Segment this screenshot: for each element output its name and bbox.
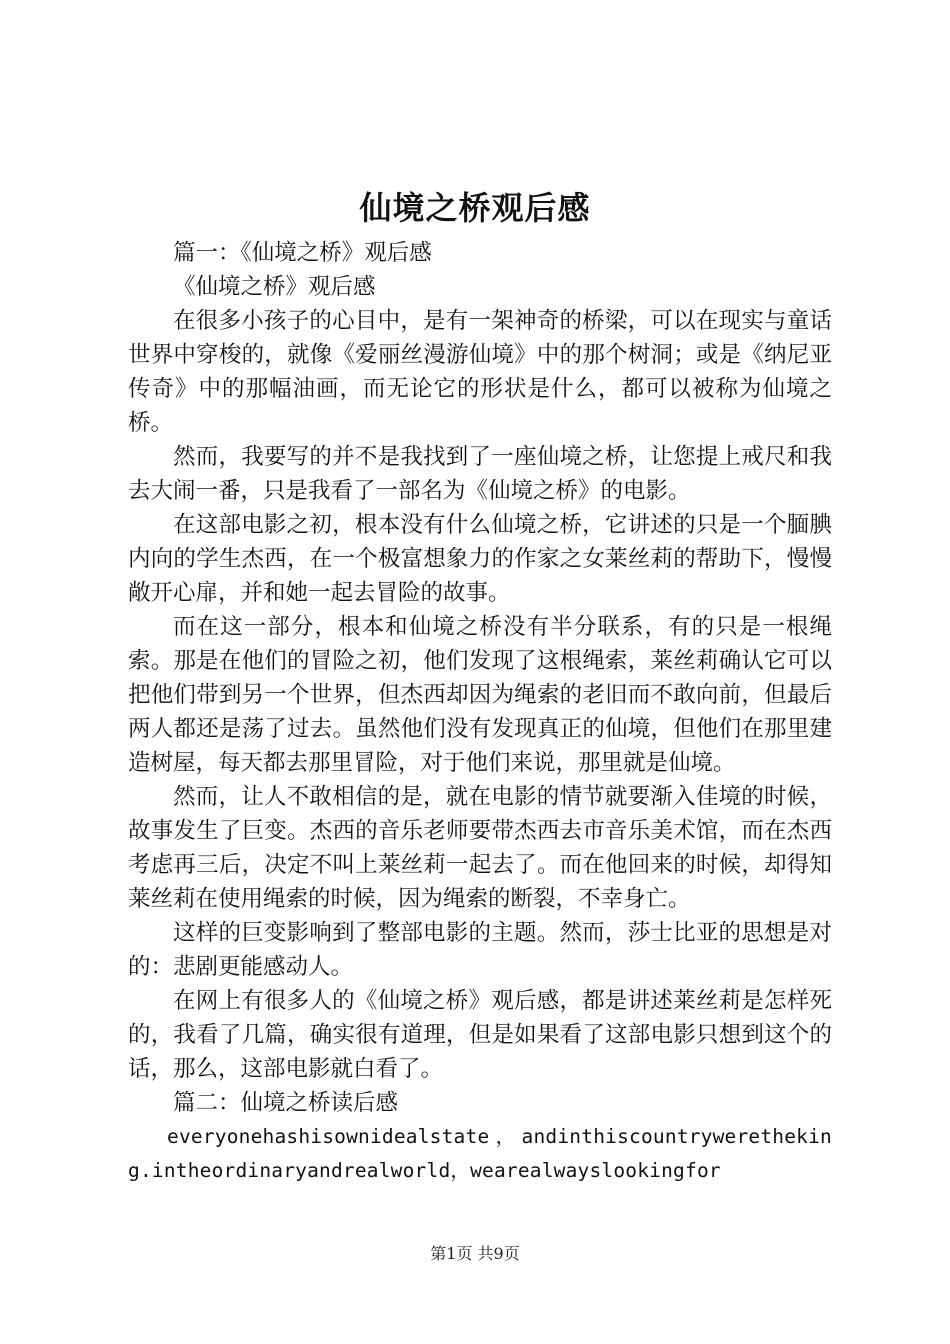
section-heading-2: 篇二：仙境之桥读后感 (173, 1090, 399, 1116)
body-paragraph: 在这部电影之初，根本没有什么仙境之桥，它讲述的只是一个腼腆内向的学生杰西，在一个极富想象力的作家之女莱丝莉的帮助下，慢慢敞开心扉，并和她一起去冒险的故事。 (128, 512, 832, 606)
page-number-footer: 第1页 共9页 (430, 1244, 520, 1263)
body-paragraph: 然而，我要写的并不是我找到了一座仙境之桥，让您提上戒尺和我去大闹一番，只是我看了一部名为《仙境之桥》的电影。 (128, 444, 832, 504)
body-paragraph: 而在这一部分，根本和仙境之桥没有半分联系，有的只是一根绳索。那是在他们的冒险之初，他们发现了这根绳索，莱丝莉确认它可以把他们带到另一个世界，但杰西却因为绳索的老旧而不敢向前，但最后两人都还是荡了过去。虽然他们没有发现真正的仙境，但他们在那里建造树屋，每天都去那里冒险，对于他们来说，那里就是仙境。 (128, 614, 832, 776)
body-paragraph: 然而，让人不敢相信的是，就在电影的情节就要渐入佳境的时候，故事发生了巨变。杰西的音乐老师要带杰西去市音乐美术馆，而在杰西考虑再三后，决定不叫上莱丝莉一起去了。而在他回来的时候，却得知莱丝莉在使用绳索的时候，因为绳索的断裂，不幸身亡。 (128, 784, 832, 912)
article-subtitle: 《仙境之桥》观后感 (173, 274, 376, 300)
document-title: 仙境之桥观后感 (359, 189, 591, 227)
section-heading-1: 篇一：《仙境之桥》观后感 (173, 240, 432, 266)
body-paragraph: 这样的巨变影响到了整部电影的主题。然而，莎士比亚的思想是对的：悲剧更能感动人。 (128, 920, 832, 980)
body-paragraph: 在网上有很多人的《仙境之桥》观后感，都是讲述莱丝莉是怎样死的，我看了几篇，确实很有道理，但是如果看了这部电影只想到这个的话，那么，这部电影就白看了。 (128, 988, 832, 1082)
document-body (128, 236, 832, 1188)
body-paragraph: 在很多小孩子的心目中，是有一架神奇的桥梁，可以在现实与童话世界中穿梭的，就像《爱丽丝漫游仙境》中的那个树洞；或是《纳尼亚传奇》中的那幅油画，而无论它的形状是什么，都可以被称为仙境之桥。 (128, 308, 832, 436)
english-paragraph: everyonehashisownidealstate，andinthiscountryweretheking.intheordinaryandrealworld，wearealwayslookingfor (128, 1125, 832, 1182)
